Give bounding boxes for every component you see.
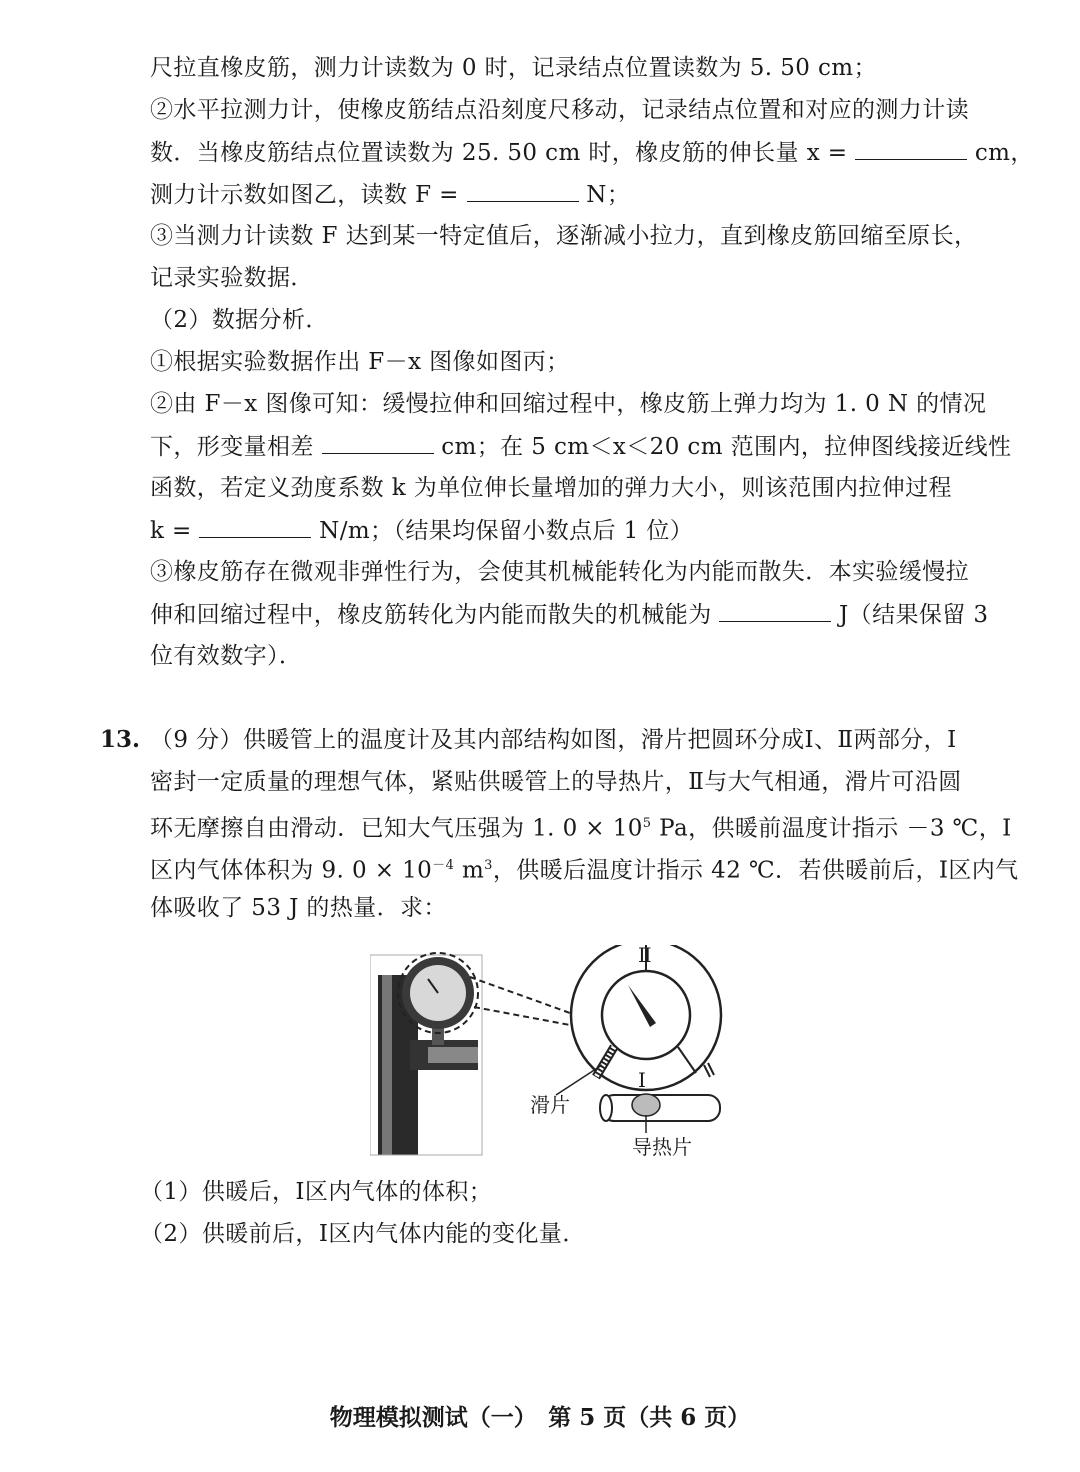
q13-line-4-exponent-2: 3 (484, 858, 493, 873)
answer-blank-stiffness[interactable] (199, 515, 311, 538)
text-line-5: ③当测力计读数 F 达到某一特定值后，逐渐减小拉力，直到橡皮筋回缩至原长， (150, 223, 978, 249)
q13-subquestion-1: （1）供暖后，Ⅰ区内气体的体积； (140, 1179, 493, 1205)
slider-pointer-line (556, 1065, 602, 1095)
text-line-14b: J（结果保留 3 (839, 602, 989, 628)
label-region-2: Ⅱ (638, 943, 652, 967)
heating-pipe (600, 1094, 720, 1133)
text-line-12 (150, 515, 693, 546)
text-line-4 (150, 179, 630, 210)
answer-blank-deformation-diff[interactable] (322, 431, 434, 454)
text-line-4a: 测力计示数如图乙，读数 F = (150, 182, 459, 208)
answer-blank-force[interactable] (467, 179, 579, 202)
q13-line-1: （9 分）供暖管上的温度计及其内部结构如图，滑片把圆环分成Ⅰ、Ⅱ两部分，Ⅰ (150, 727, 957, 753)
thermometer-photo (370, 955, 482, 1155)
q13-line-2: 密封一定质量的理想气体，紧贴供暖管上的导热片，Ⅱ与大气相通，滑片可沿圆 (150, 769, 962, 795)
text-line-14 (150, 599, 988, 630)
thermometer-figure (370, 945, 730, 1165)
q13-line-3-exponent: 5 (642, 816, 652, 831)
label-slider: 滑片 (530, 1093, 570, 1117)
q13-line-3 (150, 809, 1012, 844)
q13-line-5: 体吸收了 53 J 的热量．求： (150, 895, 447, 921)
text-line-2: ②水平拉测力计，使橡皮筋结点沿刻度尺移动，记录结点位置和对应的测力计读 (150, 97, 969, 123)
q13-subquestion-2: （2）供暖前后，Ⅰ区内气体内能的变化量． (140, 1221, 586, 1247)
label-region-1: Ⅰ (638, 1068, 646, 1092)
text-line-3a: 数．当橡皮筋结点位置读数为 25. 50 cm 时，橡皮筋的伸长量 x = (150, 140, 848, 166)
text-line-10a: 下，形变量相差 (150, 434, 314, 460)
text-line-13: ③橡皮筋存在微观非弹性行为，会使其机械能转化为内能而散失．本实验缓慢拉 (150, 559, 969, 585)
text-line-3b: cm， (974, 140, 1034, 166)
text-line-4b: N； (586, 182, 631, 208)
q13-line-4b: m (454, 857, 485, 884)
text-line-12a: k = (150, 518, 192, 544)
text-line-10b: cm；在 5 cm＜x＜20 cm 范围内，拉伸图线接近线性 (441, 434, 1012, 460)
text-line-14a: 伸和回缩过程中，橡皮筋转化为内能而散失的机械能为 (150, 602, 712, 628)
text-line-3 (150, 137, 1034, 168)
text-line-7: （2）数据分析． (150, 307, 329, 333)
q13-line-4c: ，供暖后温度计指示 42 ℃．若供暖前后，Ⅰ区内气 (492, 857, 1019, 884)
q13-line-3a: 环无摩擦自由滑动．已知大气压强为 1. 0 × 10 (150, 815, 643, 842)
text-line-10 (150, 431, 1011, 462)
q13-line-4 (150, 851, 1019, 886)
q13-line-4a: 区内气体体积为 9. 0 × 10 (150, 857, 433, 884)
text-line-6: 记录实验数据． (150, 265, 314, 291)
text-line-9: ②由 F－x 图像可知：缓慢拉伸和回缩过程中，橡皮筋上弹力均为 1. 0 N 的情况 (150, 391, 987, 417)
q13-line-4-exponent-1: －4 (432, 858, 455, 873)
text-line-15: 位有效数字）． (150, 643, 303, 669)
question-number: 13. (100, 726, 141, 753)
thermometer-diagram (370, 945, 730, 1165)
label-heat-sheet: 导热片 (632, 1135, 692, 1159)
text-line-1: 尺拉直橡皮筋，测力计读数为 0 时，记录结点位置读数为 5. 50 cm； (150, 55, 877, 81)
answer-blank-dissipated-energy[interactable] (719, 599, 831, 622)
q13-line-3b: Pa，供暖前温度计指示 －3 ℃，Ⅰ (651, 815, 1012, 842)
text-line-8: ①根据实验数据作出 F－x 图像如图丙； (150, 349, 570, 375)
text-line-11: 函数，若定义劲度系数 k 为单位伸长量增加的弹力大小，则该范围内拉伸过程 (150, 475, 952, 501)
page-footer: 物理模拟测试（一） 第 5 页（共 6 页） (329, 1404, 751, 1431)
answer-blank-elongation[interactable] (855, 137, 967, 160)
text-line-12b: N/m；（结果均保留小数点后 1 位） (319, 518, 694, 544)
